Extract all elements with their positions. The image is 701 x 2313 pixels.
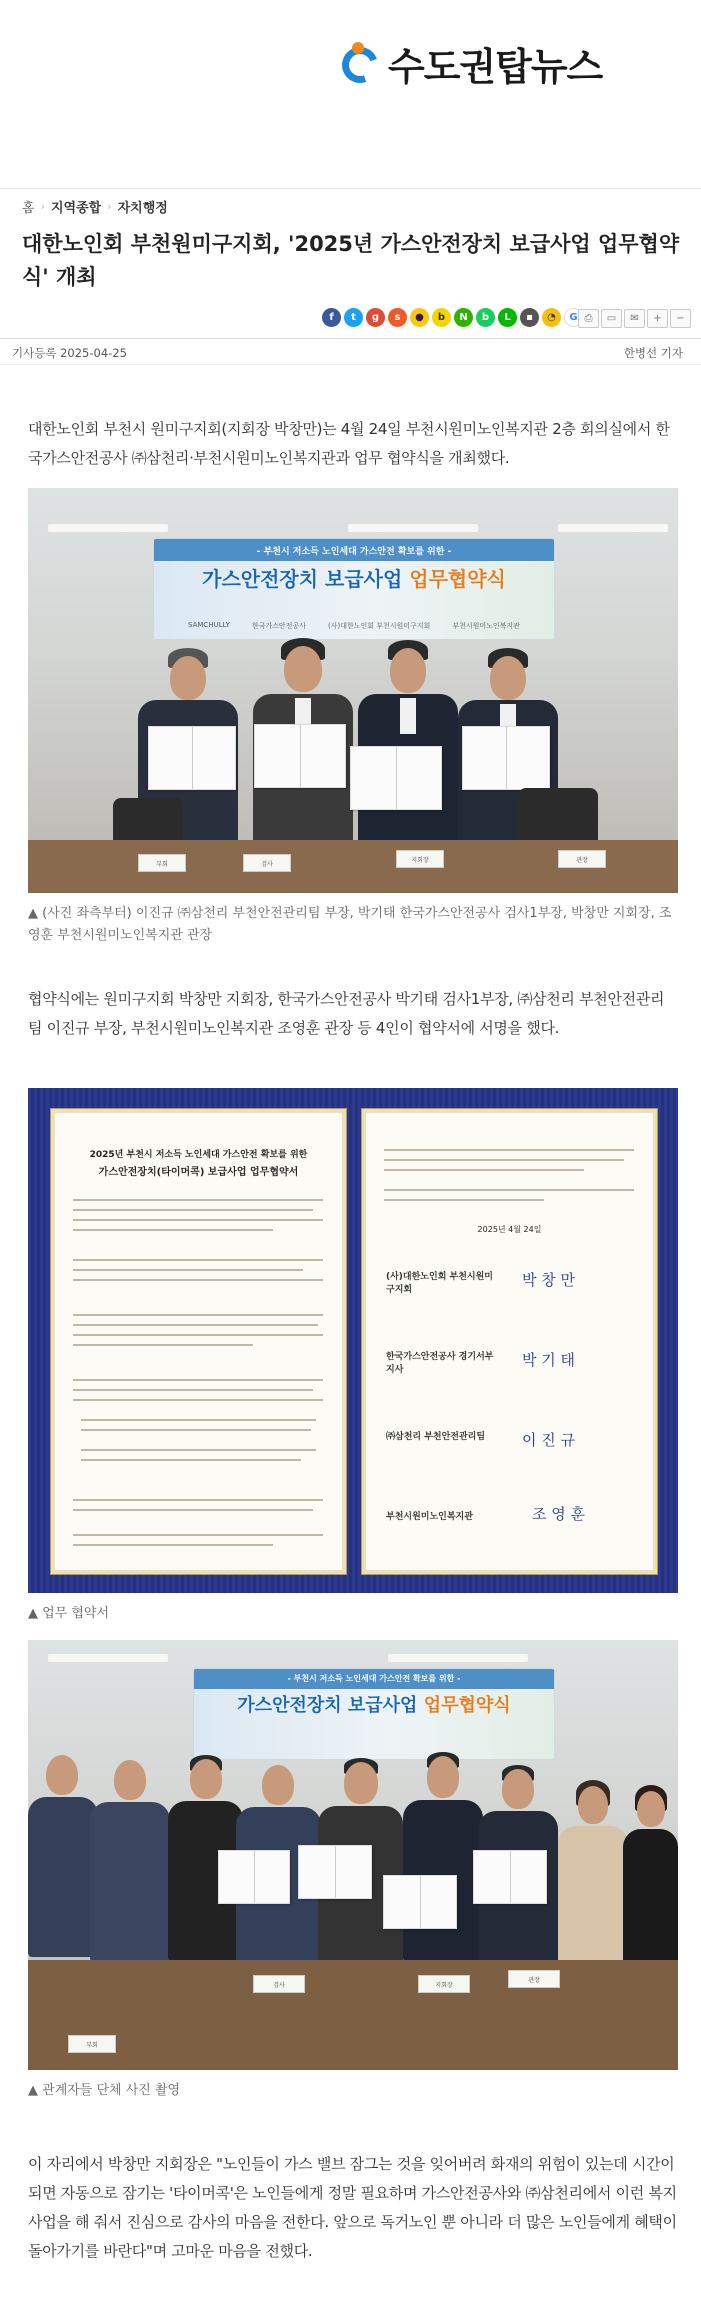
google-plus-icon[interactable]: g [366, 308, 385, 327]
banner-main-a: 가스안전장치 보급사업 [202, 567, 403, 591]
signatory-org: ㈜삼천리 부천안전관리팀 [386, 1432, 486, 1442]
banner-logo: 한국가스안전공사 [251, 622, 306, 630]
google-icon[interactable]: G [564, 308, 583, 327]
font-increase-icon[interactable]: + [647, 309, 668, 328]
photo-caption: ▲ (사진 좌측부터) 이진규 ㈜삼천리 부천안전관리팀 부장, 박기태 한국가스안전공사 검사1부장, 박창만 지회장, 조영훈 부천시원미노인복지관 관장 [28, 906, 672, 943]
signature: 이 진 규 [522, 1431, 576, 1449]
photo-caption: ▲ 관계자들 단체 사진 촬영 [28, 2083, 181, 2098]
banner-logo: 부천시원미노인복지관 [452, 622, 520, 630]
chevron-right-icon: › [40, 200, 45, 213]
banner-logo: SAMCHULLY [188, 621, 230, 629]
banner-main-b: 업무협약식 [409, 567, 506, 591]
band-icon[interactable]: b [432, 308, 451, 327]
blog-icon[interactable]: b [476, 308, 495, 327]
agreement-page-right [361, 1108, 658, 1575]
person [358, 640, 458, 848]
article-paragraph: 협약식에는 원미구지회 박창만 지회장, 한국가스안전공사 박기태 검사1부장, ㈜삼천리 부천안전관리팀 이진규 부장, 부천시원미노인복지관 조영훈 관장 등 4인이 협약서에 서명을 했다. [28, 990, 665, 1037]
print-tool-icon[interactable]: ⎙ [578, 309, 599, 328]
email-tool-icon[interactable]: ✉ [624, 309, 645, 328]
kakaotalk-icon[interactable]: ● [410, 308, 429, 327]
signatory-org: 부천시원미노인복지관 [386, 1512, 473, 1522]
agreement-title-1: 2025년 부천시 저소득 노인세대 가스안전 확보를 위한 [89, 1150, 308, 1160]
banner-main-b: 업무협약식 [423, 1694, 511, 1716]
signature: 조 영 훈 [532, 1505, 586, 1523]
breadcrumb-subsection[interactable]: 자치행정 [117, 201, 168, 216]
person [28, 1755, 98, 1955]
signatory-org: 한국가스안전공사 경기서부지사 [386, 1352, 494, 1375]
share-bar [322, 308, 583, 327]
twitter-icon[interactable]: t [344, 308, 363, 327]
banner-main-a: 가스안전장치 보급사업 [237, 1694, 418, 1716]
print-share-icon[interactable]: ▪ [520, 308, 539, 327]
font-decrease-icon[interactable]: − [670, 309, 691, 328]
copy-tool-icon[interactable]: ▭ [601, 309, 622, 328]
date-value: 2025-04-25 [60, 346, 127, 360]
banner-top-text: - 부천시 저소득 노인세대 가스안전 확보를 위한 - [154, 539, 554, 561]
logo-mark-icon [338, 41, 382, 85]
person [403, 1752, 483, 1962]
signature: 박 기 태 [522, 1351, 576, 1369]
agreement-page-left [50, 1108, 347, 1575]
article-title: 대한노인회 부천원미구지회, '2025년 가스안전장치 보급사업 업무협약식' 개최 [22, 232, 680, 289]
article-tools [578, 309, 691, 328]
facebook-icon[interactable]: f [322, 308, 341, 327]
date-label: 기사등록 [12, 346, 57, 360]
article-byline: 한병선 기자 [623, 346, 683, 360]
person [623, 1785, 678, 1970]
signature: 박 창 만 [522, 1271, 576, 1289]
breadcrumb-section[interactable]: 지역종합 [50, 201, 102, 216]
photo-caption: ▲ 업무 협약서 [28, 1606, 110, 1621]
naver-icon[interactable]: N [454, 308, 473, 327]
article-photo-signing[interactable]: - 부천시 저소득 노인세대 가스안전 확보를 위한 - 가스안전장치 보급사업 업무협약식 SAMCHULLY 한국가스안전공사 (사)대한노인회 부천시원미구지회 부천시원미노인복지관 부회 검사 지회장 관장 [28, 488, 678, 893]
breadcrumb [22, 197, 168, 216]
banner-logo: (사)대한노인회 부천시원미구지회 [327, 622, 431, 630]
person [90, 1760, 170, 1960]
person [558, 1780, 628, 1970]
divider [0, 364, 701, 365]
divider [0, 188, 701, 189]
article-photo-agreement[interactable] [28, 1088, 678, 1593]
breadcrumb-home[interactable]: 홈 [22, 201, 35, 216]
kakaostory-icon[interactable]: s [388, 308, 407, 327]
divider [0, 338, 701, 339]
article-photo-group[interactable]: - 부천시 저소득 노인세대 가스안전 확보를 위한 - 가스안전장치 보급사업 업무협약식 검사 지회장 관장 부회 [28, 1640, 678, 2070]
site-name: 수도권탑뉴스 [388, 44, 603, 89]
article-date [12, 345, 127, 361]
line-icon[interactable]: L [498, 308, 517, 327]
article-paragraph: 이 자리에서 박창만 지회장은 "노인들이 가스 밸브 잠그는 것을 잊어버려 화재의 위험이 있는데 시간이 되면 자동으로 잠기는 '타이머콕'은 노인들에게 정말 필요하며 가스안전공사와 ㈜삼천리에서 이런 복지사업을 해 줘서 진심으로 감사의 마음을 전한다. 앞으로 독거노인 뿐 아니라 더 많은 노인들에게 혜택이 돌아가기를 바란다"며 고마운 마음을 전했다. [28, 2155, 677, 2260]
banner-top-text: - 부천시 저소득 노인세대 가스안전 확보를 위한 - [194, 1669, 554, 1689]
site-logo[interactable] [338, 28, 602, 98]
pocket-icon[interactable]: ◔ [542, 308, 561, 327]
chevron-right-icon: › [107, 200, 112, 213]
agreement-title-2: 가스안전장치(타이머콕) 보급사업 업무협약서 [98, 1167, 299, 1178]
article-paragraph: 대한노인회 부천시 원미구지회(지회장 박창만)는 4월 24일 부천시원미노인복지관 2층 회의실에서 한국가스안전공사 ㈜삼천리·부천시원미노인복지관과 업무 협약식을 개최했다. [28, 420, 670, 467]
signatory-org: (사)대한노인회 부천시원미구지회 [386, 1272, 493, 1295]
agreement-date: 2025년 4월 24일 [477, 1225, 542, 1234]
